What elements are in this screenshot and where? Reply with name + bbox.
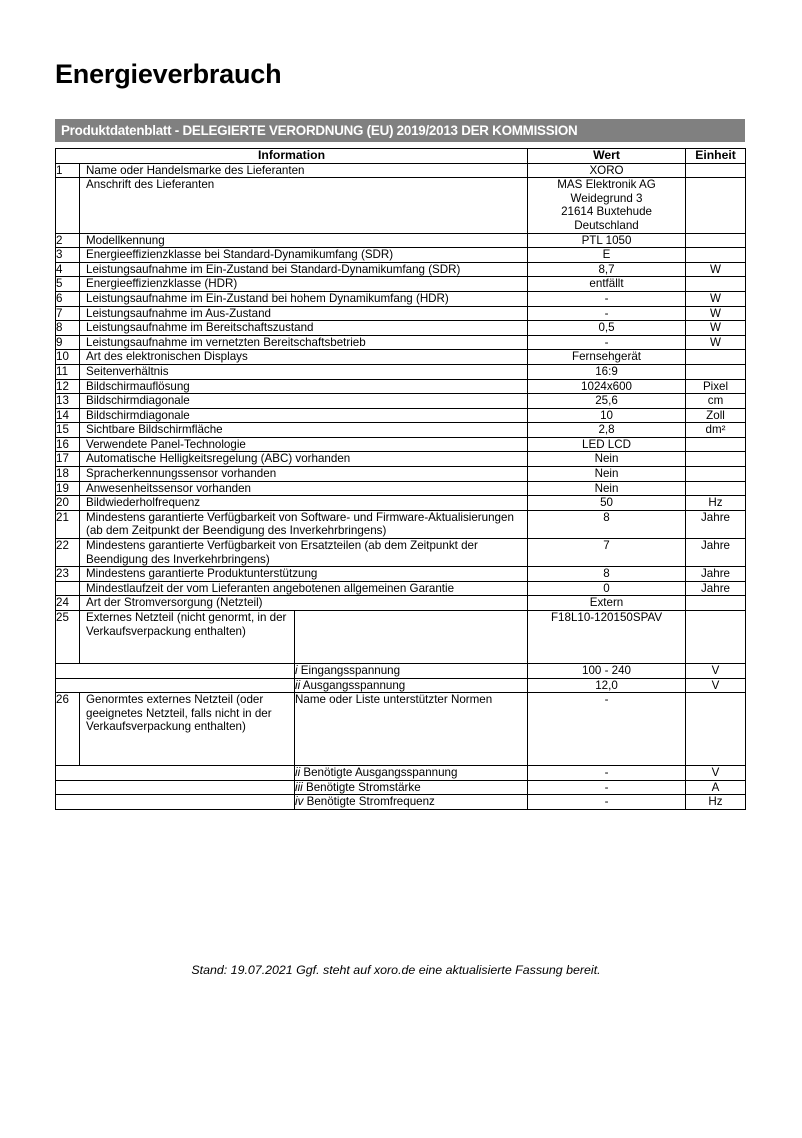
regulation-banner: Produktdatenblatt - DELEGIERTE VERORDNUNG (EU) 2019/2013 DER KOMMISSION bbox=[55, 119, 745, 142]
row-value: Nein bbox=[528, 452, 686, 467]
row-unit bbox=[686, 233, 746, 248]
table-row bbox=[56, 277, 746, 292]
psu-sub-label-text: Benötigte Stromfrequenz bbox=[303, 795, 435, 809]
row-unit: W bbox=[686, 291, 746, 306]
row-unit: W bbox=[686, 335, 746, 350]
psu-sub-value: 12,0 bbox=[528, 678, 686, 693]
row-unit bbox=[686, 277, 746, 292]
row-value: Extern bbox=[528, 596, 686, 611]
row-value: 8 bbox=[528, 567, 686, 582]
row-unit: W bbox=[686, 321, 746, 336]
psu-external-row-number: 25 bbox=[56, 611, 80, 664]
product-data-table bbox=[55, 148, 746, 810]
table-row bbox=[56, 379, 746, 394]
psu-sub-numeral: i bbox=[295, 664, 298, 677]
row-number: 23 bbox=[56, 567, 80, 582]
footer-note: Stand: 19.07.2021 Ggf. steht auf xoro.de eine aktualisierte Fassung bereit. bbox=[191, 963, 601, 977]
row-value: Nein bbox=[528, 467, 686, 482]
row-value: PTL 1050 bbox=[528, 233, 686, 248]
table-row bbox=[56, 350, 746, 365]
row-unit: Pixel bbox=[686, 379, 746, 394]
psu-sub-spacer bbox=[56, 766, 295, 781]
row-value: 8 bbox=[528, 510, 686, 538]
row-value: - bbox=[528, 335, 686, 350]
row-label: Bildschirmdiagonale bbox=[80, 394, 528, 409]
table-row bbox=[56, 510, 746, 538]
row-label: Leistungsaufnahme im vernetzten Bereitschaftsbetrieb bbox=[80, 335, 528, 350]
row-unit: Zoll bbox=[686, 408, 746, 423]
table-row bbox=[56, 567, 746, 582]
table-row bbox=[56, 306, 746, 321]
row-number: 17 bbox=[56, 452, 80, 467]
row-value: 8,7 bbox=[528, 262, 686, 277]
row-unit bbox=[686, 481, 746, 496]
page-title: Energieverbrauch bbox=[55, 59, 282, 89]
row-label: Bildwiederholfrequenz bbox=[80, 496, 528, 511]
row-label: Anschrift des Lieferanten bbox=[80, 178, 528, 233]
row-label: Automatische Helligkeitsregelung (ABC) vorhanden bbox=[80, 452, 528, 467]
row-unit bbox=[686, 248, 746, 263]
table-row bbox=[56, 539, 746, 567]
row-unit: dm² bbox=[686, 423, 746, 438]
row-label: Name oder Handelsmarke des Lieferanten bbox=[80, 163, 528, 178]
row-number: 1 bbox=[56, 163, 80, 178]
row-value: 7 bbox=[528, 539, 686, 567]
row-unit: cm bbox=[686, 394, 746, 409]
row-label: Energieeffizienzklasse bei Standard-Dynamikumfang (SDR) bbox=[80, 248, 528, 263]
row-unit: W bbox=[686, 306, 746, 321]
row-number: 15 bbox=[56, 423, 80, 438]
psu-main-row bbox=[56, 611, 746, 664]
psu-sub-spacer bbox=[56, 664, 295, 679]
row-unit: Jahre bbox=[686, 581, 746, 596]
table-row bbox=[56, 452, 746, 467]
psu-sub-unit: Hz bbox=[686, 795, 746, 810]
psu-sub-numeral: ii bbox=[295, 766, 301, 780]
row-unit: Jahre bbox=[686, 539, 746, 567]
row-unit bbox=[686, 452, 746, 467]
row-label: Leistungsaufnahme im Ein-Zustand bei Standard-Dynamikumfang (SDR) bbox=[80, 262, 528, 277]
row-unit bbox=[686, 163, 746, 178]
psu-standard-row-number: 26 bbox=[56, 693, 80, 766]
psu-standard-sublabel: Name oder Liste unterstützter Normen bbox=[295, 693, 528, 766]
table-row bbox=[56, 467, 746, 482]
row-number: 6 bbox=[56, 291, 80, 306]
table-row bbox=[56, 481, 746, 496]
psu-sub-label-text: Eingangsspannung bbox=[297, 664, 401, 677]
row-number: 20 bbox=[56, 496, 80, 511]
row-label: Mindestens garantierte Verfügbarkeit von Software- und Firmware-Aktualisierungen (ab dem Zeitpunkt der Beendigung des Inverkehrbringens) bbox=[80, 510, 528, 538]
psu-sub-label bbox=[295, 795, 528, 810]
psu-standard-value: - bbox=[528, 693, 686, 766]
psu-external-value: F18L10-120150SPAV bbox=[528, 611, 686, 664]
psu-sub-row bbox=[56, 780, 746, 795]
column-header-einheit: Einheit bbox=[686, 149, 746, 164]
table-header-row bbox=[56, 149, 746, 164]
psu-sub-row bbox=[56, 795, 746, 810]
row-number: 21 bbox=[56, 510, 80, 538]
row-value: 10 bbox=[528, 408, 686, 423]
psu-sub-row bbox=[56, 664, 746, 679]
table-row bbox=[56, 394, 746, 409]
row-label: Leistungsaufnahme im Bereitschaftszustand bbox=[80, 321, 528, 336]
row-label: Art des elektronischen Displays bbox=[80, 350, 528, 365]
row-value: - bbox=[528, 291, 686, 306]
row-unit: Hz bbox=[686, 496, 746, 511]
row-number: 24 bbox=[56, 596, 80, 611]
table-row bbox=[56, 291, 746, 306]
row-unit bbox=[686, 364, 746, 379]
psu-sub-value: - bbox=[528, 780, 686, 795]
row-value: E bbox=[528, 248, 686, 263]
psu-external-unit bbox=[686, 611, 746, 664]
row-label: Verwendete Panel-Technologie bbox=[80, 437, 528, 452]
psu-sub-spacer bbox=[56, 678, 295, 693]
row-number bbox=[56, 178, 80, 233]
row-number: 18 bbox=[56, 467, 80, 482]
row-unit: Jahre bbox=[686, 567, 746, 582]
psu-external-label: Externes Netzteil (nicht genormt, in der Verkaufsverpackung enthalten) bbox=[80, 611, 295, 664]
psu-sub-unit: V bbox=[686, 678, 746, 693]
row-unit bbox=[686, 178, 746, 233]
row-unit bbox=[686, 350, 746, 365]
table-row bbox=[56, 437, 746, 452]
row-value: entfällt bbox=[528, 277, 686, 292]
row-number: 16 bbox=[56, 437, 80, 452]
row-label: Mindestens garantierte Verfügbarkeit von Ersatzteilen (ab dem Zeitpunkt der Beendigung des Inverkehrbringens) bbox=[80, 539, 528, 567]
column-header-wert: Wert bbox=[528, 149, 686, 164]
row-unit: W bbox=[686, 262, 746, 277]
row-label: Energieeffizienzklasse (HDR) bbox=[80, 277, 528, 292]
row-number: 22 bbox=[56, 539, 80, 567]
psu-sub-row bbox=[56, 766, 746, 781]
psu-sub-numeral: iv bbox=[295, 795, 304, 809]
row-label: Leistungsaufnahme im Ein-Zustand bei hohem Dynamikumfang (HDR) bbox=[80, 291, 528, 306]
row-value: 0 bbox=[528, 581, 686, 596]
column-header-information: Information bbox=[56, 149, 528, 164]
psu-sub-unit: V bbox=[686, 766, 746, 781]
row-label: Mindestlaufzeit der vom Lieferanten angebotenen allgemeinen Garantie bbox=[80, 581, 528, 596]
row-number: 13 bbox=[56, 394, 80, 409]
psu-sub-label bbox=[295, 664, 528, 679]
psu-sub-label-text: Ausgangsspannung bbox=[300, 678, 406, 692]
psu-sub-label-text: Benötigte Ausgangsspannung bbox=[300, 766, 458, 780]
table-row bbox=[56, 163, 746, 178]
table-row bbox=[56, 408, 746, 423]
psu-sub-spacer bbox=[56, 780, 295, 795]
table-row bbox=[56, 178, 746, 233]
row-value: XORO bbox=[528, 163, 686, 178]
row-number: 8 bbox=[56, 321, 80, 336]
row-number: 7 bbox=[56, 306, 80, 321]
psu-sub-row bbox=[56, 678, 746, 693]
row-number: 5 bbox=[56, 277, 80, 292]
row-number: 3 bbox=[56, 248, 80, 263]
row-number: 2 bbox=[56, 233, 80, 248]
row-number bbox=[56, 581, 80, 596]
psu-sub-value: - bbox=[528, 795, 686, 810]
row-label: Anwesenheitssensor vorhanden bbox=[80, 481, 528, 496]
row-value: - bbox=[528, 306, 686, 321]
row-label: Sichtbare Bildschirmfläche bbox=[80, 423, 528, 438]
table-row bbox=[56, 248, 746, 263]
row-label: Leistungsaufnahme im Aus-Zustand bbox=[80, 306, 528, 321]
table-row bbox=[56, 423, 746, 438]
row-value: 25,6 bbox=[528, 394, 686, 409]
psu-external-sublabel bbox=[295, 611, 528, 664]
psu-sub-unit: A bbox=[686, 780, 746, 795]
row-value: 50 bbox=[528, 496, 686, 511]
row-unit bbox=[686, 437, 746, 452]
row-value: 16:9 bbox=[528, 364, 686, 379]
row-value: LED LCD bbox=[528, 437, 686, 452]
row-value: 2,8 bbox=[528, 423, 686, 438]
table-row bbox=[56, 233, 746, 248]
table-row bbox=[56, 321, 746, 336]
row-number: 14 bbox=[56, 408, 80, 423]
row-label: Spracherkennungssensor vorhanden bbox=[80, 467, 528, 482]
psu-sub-spacer bbox=[56, 795, 295, 810]
row-value: Nein bbox=[528, 481, 686, 496]
row-label: Modellkennung bbox=[80, 233, 528, 248]
row-label: Seitenverhältnis bbox=[80, 364, 528, 379]
row-number: 9 bbox=[56, 335, 80, 350]
row-label: Art der Stromversorgung (Netzteil) bbox=[80, 596, 528, 611]
psu-sub-label bbox=[295, 780, 528, 795]
row-label: Bildschirmauflösung bbox=[80, 379, 528, 394]
psu-sub-label-text: Benötigte Stromstärke bbox=[302, 780, 421, 794]
table-row bbox=[56, 262, 746, 277]
psu-sub-value: - bbox=[528, 766, 686, 781]
row-unit bbox=[686, 596, 746, 611]
row-label: Mindestens garantierte Produktunterstützung bbox=[80, 567, 528, 582]
row-value: MAS Elektronik AG Weidegrund 3 21614 Buxtehude Deutschland bbox=[528, 178, 686, 233]
row-value: 0,5 bbox=[528, 321, 686, 336]
psu-sub-numeral: iii bbox=[295, 780, 303, 794]
psu-sub-numeral: ii bbox=[295, 678, 301, 692]
row-value: Fernsehgerät bbox=[528, 350, 686, 365]
row-number: 4 bbox=[56, 262, 80, 277]
row-number: 10 bbox=[56, 350, 80, 365]
table-row bbox=[56, 364, 746, 379]
row-unit bbox=[686, 467, 746, 482]
row-value: 1024x600 bbox=[528, 379, 686, 394]
psu-sub-unit: V bbox=[686, 664, 746, 679]
table-row bbox=[56, 496, 746, 511]
table-row bbox=[56, 335, 746, 350]
row-number: 19 bbox=[56, 481, 80, 496]
row-number: 12 bbox=[56, 379, 80, 394]
table-row bbox=[56, 581, 746, 596]
row-label: Bildschirmdiagonale bbox=[80, 408, 528, 423]
psu-sub-label bbox=[295, 766, 528, 781]
row-number: 11 bbox=[56, 364, 80, 379]
psu-sub-value: 100 - 240 bbox=[528, 664, 686, 679]
table-row bbox=[56, 596, 746, 611]
psu-standard-unit bbox=[686, 693, 746, 766]
row-unit: Jahre bbox=[686, 510, 746, 538]
psu-sub-label bbox=[295, 678, 528, 693]
psu-main-row bbox=[56, 693, 746, 766]
psu-standard-label: Genormtes externes Netzteil (oder geeignetes Netzteil, falls nicht in der Verkaufsverpackung enthalten) bbox=[80, 693, 295, 766]
